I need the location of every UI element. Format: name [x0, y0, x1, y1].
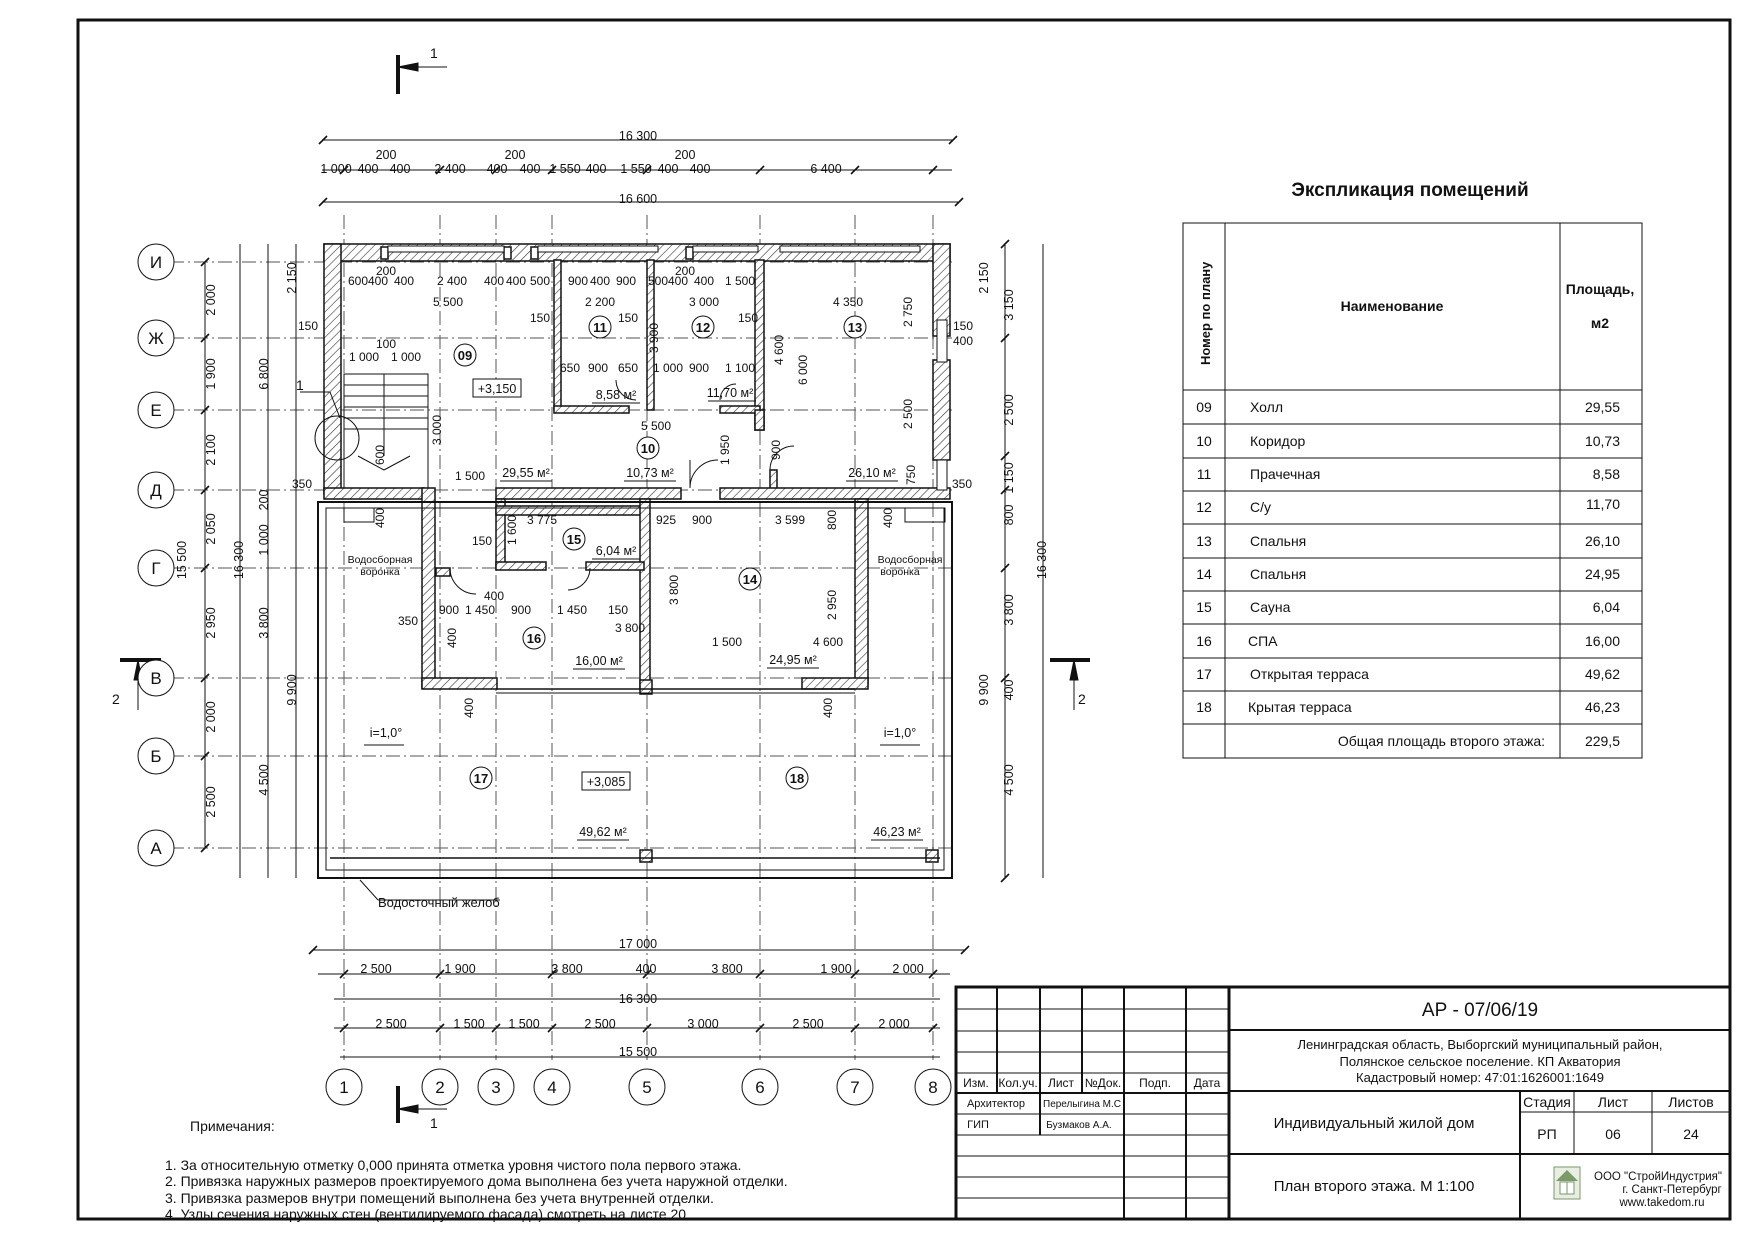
axis-label: И	[149, 253, 163, 272]
idim: 2 950	[825, 589, 839, 621]
sheets-value: 24	[1683, 1126, 1699, 1142]
idim: 900	[615, 274, 637, 288]
dim-left-mid: 3 800	[257, 607, 271, 639]
idim: 150	[529, 311, 551, 325]
idim: 400	[367, 274, 389, 288]
tb-person: Перелыгина М.С	[1043, 1099, 1121, 1110]
dim-top: 400	[657, 162, 679, 176]
idim: 1 500	[711, 635, 743, 649]
tb-header: Изм.	[963, 1076, 989, 1090]
row-num: 15	[1196, 599, 1212, 615]
idim: 800	[825, 509, 839, 531]
idim: 900	[510, 603, 532, 617]
axis-label: 5	[642, 1078, 652, 1097]
dim-top: 400	[486, 162, 508, 176]
row-area: 49,62	[1584, 666, 1620, 682]
tb-role: Архитектор	[966, 1098, 1026, 1110]
room-area: 24,95 м²	[769, 653, 817, 667]
slope-left: i=1,0°	[369, 726, 403, 740]
idim: 400	[373, 507, 387, 529]
axis-label: 4	[547, 1078, 557, 1097]
axis-bubbles-letters	[138, 244, 174, 866]
room-area: 6,04 м²	[595, 544, 637, 558]
note-item: 4. Узлы сечения наружных стен (вентилируемого фасада) смотреть на листе 20.	[165, 1206, 690, 1222]
room-area: 49,62 м²	[579, 825, 627, 839]
row-name: СПА	[1248, 633, 1278, 649]
notes-title: Примечания:	[190, 1118, 275, 1134]
idim: 400	[589, 274, 611, 288]
dim-bottom-row2: 3 000	[687, 1017, 719, 1031]
axis-label: Б	[150, 747, 162, 766]
dim-right: 1 150	[1002, 462, 1016, 494]
axis-label: 1	[339, 1078, 349, 1097]
room-area: 10,73 м²	[626, 466, 674, 480]
funnel-left-1: Водосборная	[347, 554, 413, 566]
room-num: 13	[847, 320, 863, 335]
sheet-label: Лист	[1597, 1094, 1629, 1110]
row-name: Коридор	[1250, 433, 1306, 449]
idim: 400	[881, 507, 895, 529]
axis-label: Д	[150, 481, 162, 500]
idim: 2 500	[901, 398, 915, 430]
idim: 1 000	[652, 361, 684, 375]
idim: 900	[691, 513, 713, 527]
idim: 900	[587, 361, 609, 375]
sheet-name: План второго этажа. М 1:100	[1273, 1178, 1475, 1195]
row-name: Сауна	[1250, 599, 1291, 615]
funnel-right-2: воронка	[880, 566, 920, 578]
dim-top: 1 550	[620, 162, 652, 176]
dim-left: 1 900	[204, 358, 218, 390]
idim: 400	[445, 627, 459, 649]
dim-left-overall: 15 500	[175, 540, 189, 580]
dim-top: 1 000	[320, 162, 352, 176]
level-terrace: +3,085	[586, 775, 626, 789]
dim-top: 400	[357, 162, 379, 176]
axis-label: В	[150, 669, 162, 688]
tb-header: №Док.	[1084, 1076, 1122, 1090]
idim: 1 500	[724, 274, 756, 288]
idim: 400	[483, 274, 505, 288]
row-area: 11,70	[1586, 496, 1620, 512]
sheets-label: Листов	[1668, 1094, 1714, 1110]
dim-bottom-row2: 2 500	[792, 1017, 824, 1031]
room-area: 26,10 м²	[848, 466, 896, 480]
col-name-header: Наименование	[1340, 298, 1444, 314]
idim: 1 450	[464, 603, 496, 617]
room-num: 10	[640, 441, 656, 456]
dim-top-over: 200	[674, 148, 696, 162]
object-name: Индивидуальный жилой дом	[1273, 1115, 1475, 1132]
dim-left-inner: 9 900	[285, 674, 299, 706]
room-area: 8,58 м²	[595, 388, 637, 402]
section-1-top: 1	[430, 45, 438, 61]
idim: 5 500	[640, 419, 672, 433]
notes	[165, 1118, 788, 1223]
dim-right-overall: 16 300	[1035, 540, 1049, 580]
dim-top-over: 200	[375, 148, 397, 162]
axis-label: Ж	[148, 329, 164, 348]
idim: 200	[375, 264, 397, 278]
row-area: 16,00	[1584, 633, 1620, 649]
idim: 150	[607, 603, 629, 617]
dim-texts-left	[175, 262, 299, 817]
dim-left: 2 950	[204, 607, 218, 639]
dim-top: 6 400	[810, 162, 842, 176]
dim-bottom-row2: 2 500	[584, 1017, 616, 1031]
idim: 400	[505, 274, 527, 288]
idim: 4 350	[832, 295, 864, 309]
idim: 400	[952, 334, 974, 348]
idim: 350	[291, 477, 313, 491]
tb-person: Бузмаков А.А.	[1046, 1120, 1112, 1131]
total-value: 229,5	[1584, 733, 1620, 749]
dim-bottom-row1: 2 000	[892, 962, 924, 976]
axis-label: А	[150, 839, 162, 858]
idim: 400	[821, 697, 835, 719]
room-num: 12	[695, 320, 711, 335]
row-area: 10,73	[1584, 433, 1620, 449]
idim: 1 950	[718, 434, 732, 466]
idim: 2 750	[901, 296, 915, 328]
dim-right: 4 500	[1002, 764, 1016, 796]
idim: 900	[438, 603, 460, 617]
idim: 400	[693, 274, 715, 288]
dim-left-mid: 200	[257, 489, 271, 511]
dim-left: 2 100	[204, 434, 218, 466]
idim: 3 000	[430, 414, 444, 446]
room-num: 14	[742, 572, 758, 587]
idim: 3 599	[774, 513, 806, 527]
dim-bottom-overall3: 15 500	[618, 1045, 658, 1059]
dim-top: 400	[585, 162, 607, 176]
idim: 3 775	[526, 513, 558, 527]
col-num-header: Номер по плану	[1198, 261, 1213, 365]
idim: 400	[483, 589, 505, 603]
dim-left-mid: 4 500	[257, 764, 271, 796]
axis-label: 6	[755, 1078, 765, 1097]
stage-value: РП	[1537, 1126, 1557, 1142]
row-name: Открытая терраса	[1250, 666, 1369, 682]
note-item: 2. Привязка наружных размеров проектируемого дома выполнена без учета наружной отделки.	[165, 1173, 788, 1189]
col-area-header-1: Площадь,	[1565, 281, 1635, 297]
room-area: 29,55 м²	[502, 466, 550, 480]
axis-label: 7	[850, 1078, 860, 1097]
dim-right: 800	[1002, 504, 1016, 526]
level-upper: +3,150	[477, 382, 517, 396]
room-num: 18	[789, 771, 805, 786]
row-num: 16	[1196, 633, 1212, 649]
idim: 3 000	[688, 295, 720, 309]
dim-bottom-overall1: 17 000	[618, 937, 658, 951]
dim-right: 3 150	[1002, 289, 1016, 321]
idim: 3 900	[647, 322, 661, 354]
address-1: Ленинградская область, Выборгский муниципальный район,	[1297, 1037, 1663, 1052]
idim: 600	[373, 444, 387, 466]
dim-left: 2 000	[204, 701, 218, 733]
sheet-value: 06	[1605, 1126, 1621, 1142]
dim-bottom-row2: 1 500	[453, 1017, 485, 1031]
room-num: 15	[566, 532, 582, 547]
idim: 2 200	[584, 295, 616, 309]
dim-bottom-row1: 3 800	[711, 962, 743, 976]
idim: 1 000	[390, 350, 422, 364]
tb-header: Кол.уч.	[998, 1076, 1038, 1090]
idim: 4 600	[812, 635, 844, 649]
idim: 900	[688, 361, 710, 375]
section-2-right: 2	[1078, 691, 1086, 707]
row-num: 18	[1196, 699, 1212, 715]
row-name: С/у	[1250, 499, 1271, 515]
dim-top: 1 550	[549, 162, 581, 176]
idim: 900	[567, 274, 589, 288]
idim: 1 500	[454, 469, 486, 483]
axis-label: 3	[491, 1078, 501, 1097]
col-area-header-2: м2	[1590, 315, 1610, 331]
dim-bottom-overall2: 16 300	[618, 992, 658, 1006]
idim: 925	[655, 513, 677, 527]
idim: 350	[397, 614, 419, 628]
dim-bottom-row1: 3 800	[551, 962, 583, 976]
idim: 2 400	[436, 274, 468, 288]
room-num: 17	[473, 771, 489, 786]
dim-bottom-row2: 2 500	[375, 1017, 407, 1031]
explication-text	[1196, 261, 1634, 749]
total-label: Общая площадь второго этажа:	[1337, 733, 1545, 749]
idim: 500	[529, 274, 551, 288]
room-num: 09	[457, 348, 473, 363]
funnel-left-2: воронка	[360, 566, 400, 578]
idim: 4 600	[772, 334, 786, 366]
row-name: Прачечная	[1250, 466, 1321, 482]
axis-bubbles-numbers	[326, 1069, 951, 1105]
idim: 150	[737, 311, 759, 325]
dim-left-inner: 2 150	[285, 262, 299, 294]
note-item: 3. Привязка размеров внутри помещений выполнена без учета внутренней отделки.	[165, 1189, 714, 1206]
slope-right: i=1,0°	[883, 726, 917, 740]
idim: 650	[617, 361, 639, 375]
company-3: www.takedom.ru	[1619, 1197, 1705, 1209]
axis-label: 2	[435, 1078, 445, 1097]
dim-bottom-row1: 1 900	[444, 962, 476, 976]
section-1-bottom: 1	[430, 1115, 438, 1131]
company-1: ООО "СтройИндустрия"	[1594, 1171, 1722, 1183]
idim: 1 450	[556, 603, 588, 617]
idim: 1 000	[348, 350, 380, 364]
address-3: Кадастровый номер: 47:01:1626001:1649	[1356, 1070, 1604, 1085]
idim: 350	[951, 477, 973, 491]
room-num: 11	[593, 320, 607, 335]
dim-top: 400	[689, 162, 711, 176]
dim-left-mid: 1 000	[257, 524, 271, 556]
dim-top: 2 400	[434, 162, 466, 176]
dim-bottom-row1: 1 900	[820, 962, 852, 976]
idim: 1 600	[505, 514, 519, 546]
dim-bottom-row1: 2 500	[360, 962, 392, 976]
axis-label: Г	[151, 559, 161, 578]
axis-label: 8	[928, 1078, 938, 1097]
section-2-left: 2	[112, 691, 120, 707]
idim: 150	[617, 311, 639, 325]
row-area: 29,55	[1584, 399, 1620, 415]
idim: 200	[674, 264, 696, 278]
tb-header: Лист	[1047, 1076, 1075, 1090]
room-area: 16,00 м²	[575, 654, 623, 668]
row-name: Крытая терраса	[1248, 699, 1352, 715]
dim-left: 2 050	[204, 513, 218, 545]
row-area: 24,95	[1584, 566, 1620, 582]
row-num: 17	[1196, 666, 1212, 682]
stage-label: Стадия	[1523, 1094, 1571, 1110]
dim-top-over: 200	[504, 148, 526, 162]
row-name: Холл	[1250, 399, 1283, 415]
idim: 500	[647, 274, 669, 288]
dim-right: 3 800	[1002, 594, 1016, 626]
dim-left: 2 500	[204, 786, 218, 818]
dim-left-mid: 6 800	[257, 358, 271, 390]
idim: 600	[347, 274, 369, 288]
tb-header: Подп.	[1139, 1076, 1171, 1090]
dim-bottom-row1: 400	[635, 962, 657, 976]
idim: 150	[952, 319, 974, 333]
company-2: г. Санкт-Петербург	[1622, 1184, 1722, 1196]
idim: 650	[559, 361, 581, 375]
row-area: 6,04	[1592, 599, 1620, 615]
idim: 150	[297, 319, 319, 333]
dim-bottom-row2: 1 500	[508, 1017, 540, 1031]
row-num: 13	[1196, 533, 1212, 549]
row-area: 26,10	[1584, 533, 1620, 549]
dim-top-overall: 16 300	[618, 129, 658, 143]
idim: 3 800	[614, 621, 646, 635]
room-num: 16	[526, 631, 542, 646]
dim-right: 2 150	[977, 262, 991, 294]
dim-top: 400	[389, 162, 411, 176]
row-num: 12	[1196, 499, 1212, 515]
axis-label: Е	[150, 401, 162, 420]
idim: 400	[667, 274, 689, 288]
tb-header: Дата	[1193, 1076, 1221, 1090]
room-area: 11,70 м²	[706, 386, 754, 400]
explication-title: Экспликация помещений	[1291, 180, 1529, 201]
idim: 150	[471, 534, 493, 548]
idim: 900	[769, 439, 783, 461]
idim: 400	[393, 274, 415, 288]
row-area: 46,23	[1584, 699, 1620, 715]
note-item: 1. За относительную отметку 0,000 принята отметка уровня чистого пола первого этажа.	[165, 1156, 742, 1173]
node-callout: 1	[296, 377, 304, 393]
address-2: Полянское сельское поселение. КП Акватория	[1339, 1054, 1621, 1069]
idim: 3 800	[667, 574, 681, 606]
idim: 100	[375, 337, 397, 351]
drawing-code: АР - 07/06/19	[1421, 1000, 1539, 1021]
idim: 400	[462, 697, 476, 719]
row-num: 14	[1196, 566, 1212, 582]
tb-role: ГИП	[967, 1119, 989, 1131]
funnel-right-1: Водосборная	[877, 554, 943, 566]
dim-bottom-row2: 2 000	[878, 1017, 910, 1031]
row-name: Спальня	[1250, 533, 1307, 549]
row-area: 8,58	[1592, 466, 1620, 482]
row-num: 09	[1196, 399, 1212, 415]
dim-top-overall2: 16 600	[618, 192, 658, 206]
idim: 5 500	[432, 295, 464, 309]
gutter-label: Водосточный желоб	[378, 895, 500, 910]
row-name: Спальня	[1250, 566, 1307, 582]
dim-left: 2 000	[204, 284, 218, 316]
dimension-ticks	[201, 136, 1009, 1032]
company-logo	[1554, 1167, 1580, 1199]
dim-right: 2 500	[1002, 394, 1016, 426]
room-area: 46,23 м²	[873, 825, 921, 839]
idim: 750	[904, 464, 918, 486]
idim: 6 000	[796, 354, 810, 386]
dim-right-inner: 9 900	[977, 674, 991, 706]
dim-texts-right	[977, 262, 1049, 795]
idim: 1 100	[724, 361, 756, 375]
dim-top: 400	[519, 162, 541, 176]
row-num: 10	[1196, 433, 1212, 449]
dim-left-overall2: 16 300	[232, 540, 246, 580]
dim-right: 400	[1002, 679, 1016, 701]
row-num: 11	[1196, 466, 1212, 482]
